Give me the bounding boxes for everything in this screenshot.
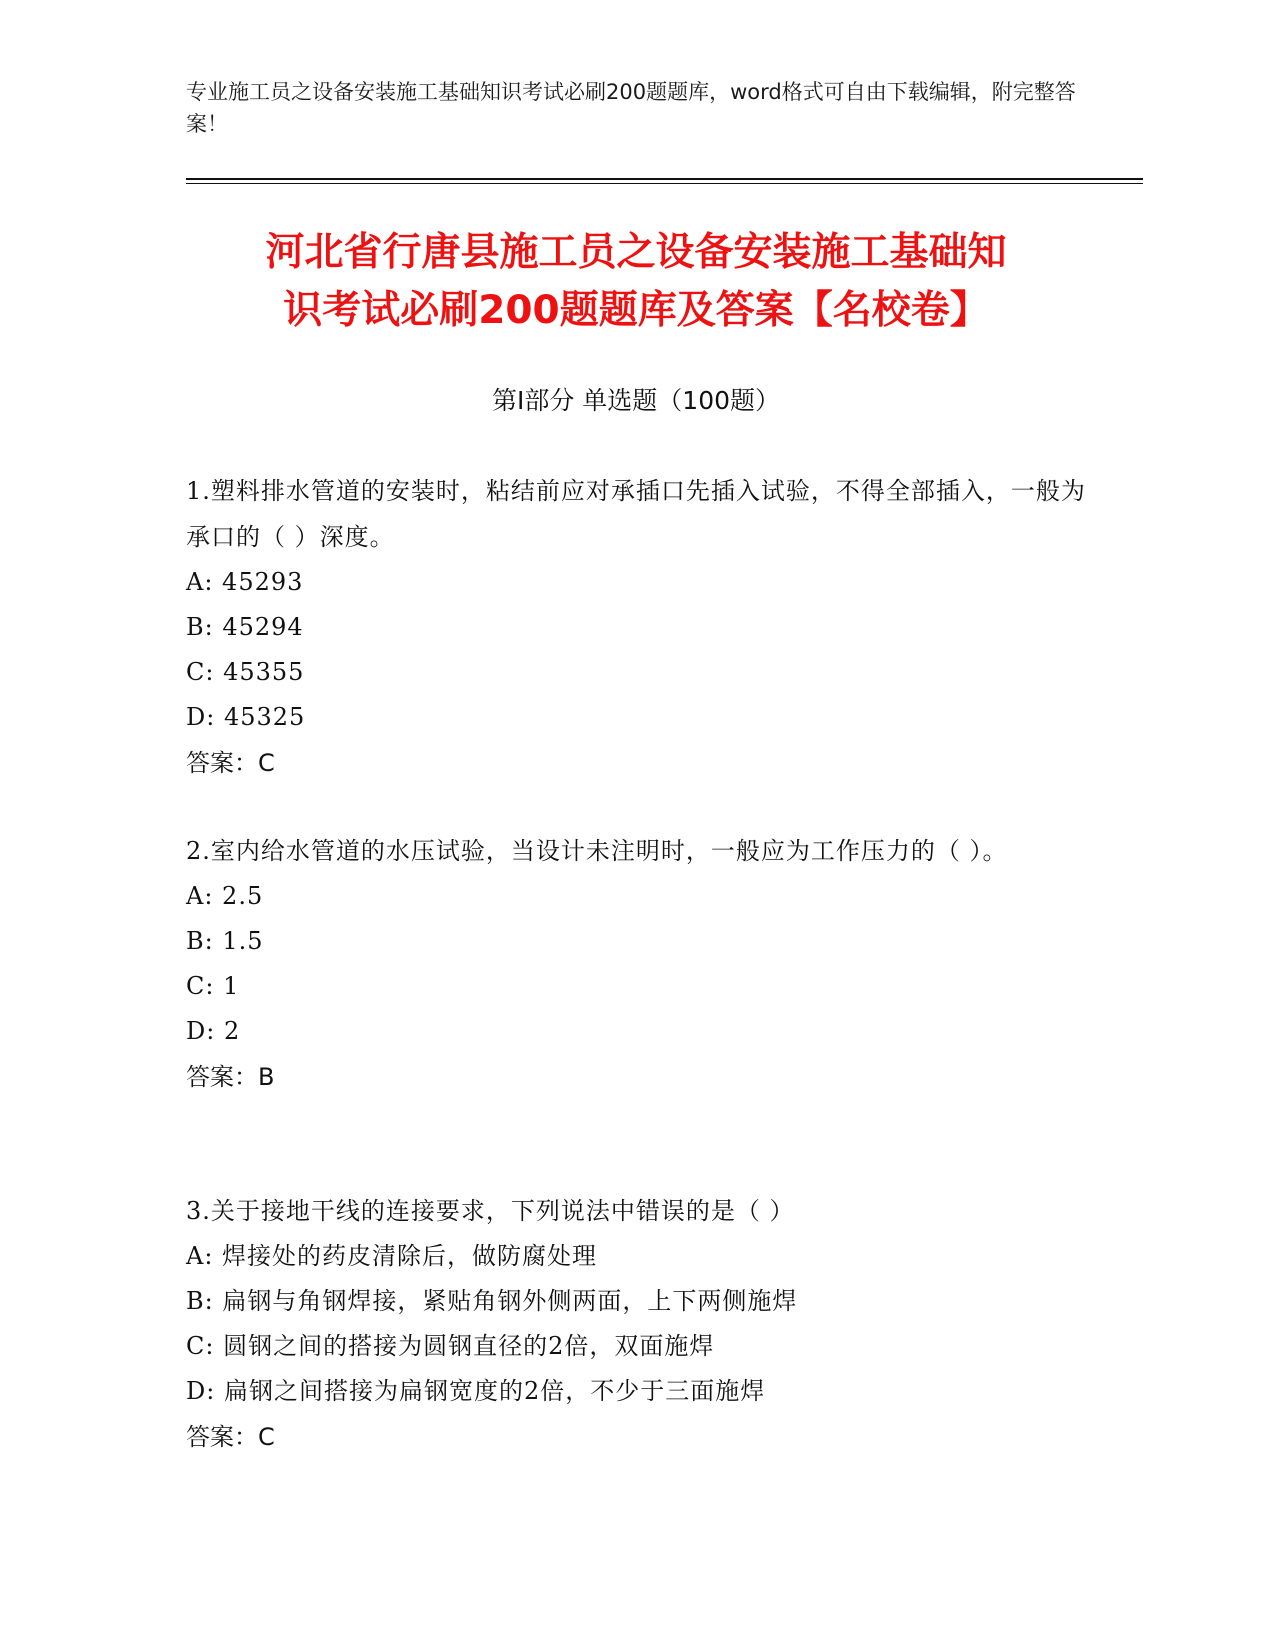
option-a: A: 焊接处的药皮清除后，做防腐处理 [186,1242,598,1270]
option-c: C: 1 [186,972,240,1000]
document-title-line-1: 河北省行唐县施工员之设备安装施工基础知 [265,230,1007,275]
question-2 [186,828,1086,1100]
answer: 答案：C [186,749,275,777]
question-stem: 3.关于接地干线的连接要求，下列说法中错误的是（ ） [186,1197,795,1225]
document-title [186,224,1086,340]
question-stem: 1.塑料排水管道的安装时，粘结前应对承插口先插入试验，不得全部插入，一般为承口的（ ）深度。 [186,477,1086,551]
option-a: A: 45293 [186,568,304,596]
question-3 [186,1188,1086,1460]
option-d: D: 扁钢之间搭接为扁钢宽度的2倍，不少于三面施焊 [186,1377,766,1405]
question-1 [186,468,1086,786]
option-d: D: 2 [186,1017,241,1045]
document-title-line-2: 识考试必刷200题题库及答案【名校卷】 [283,288,989,333]
option-d: D: 45325 [186,703,306,731]
option-b: B: 扁钢与角钢焊接，紧贴角钢外侧两面，上下两侧施焊 [186,1287,798,1315]
option-a: A: 2.5 [186,882,264,910]
option-b: B: 1.5 [186,927,264,955]
option-b: B: 45294 [186,613,304,641]
header-note: 专业施工员之设备安装施工基础知识考试必刷200题题库，word格式可自由下载编辑，附完整答案！ [186,80,1076,136]
question-stem: 2.室内给水管道的水压试验，当设计未注明时，一般应为工作压力的（ ）。 [186,837,1008,865]
header-rule-thin [186,183,1143,184]
answer: 答案：B [186,1063,275,1091]
option-c: C: 圆钢之间的搭接为圆钢直径的2倍，双面施焊 [186,1332,715,1360]
header-rule-thick [186,178,1143,180]
section-heading: 第Ⅰ部分 单选题（100题） [491,386,781,415]
option-c: C: 45355 [186,658,305,686]
answer: 答案：C [186,1423,275,1451]
